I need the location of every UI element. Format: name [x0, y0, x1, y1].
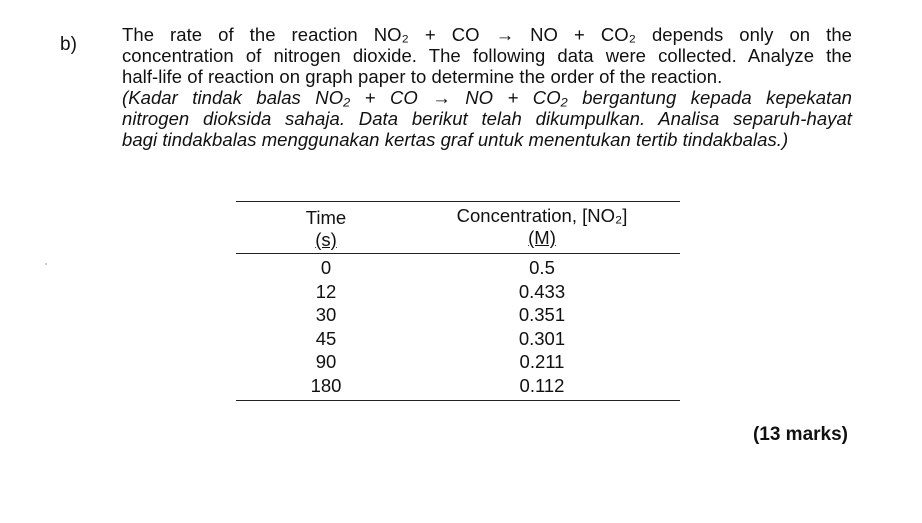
time-cell: 45	[315, 327, 337, 349]
table-row	[236, 303, 680, 327]
table-row	[236, 256, 680, 280]
concentration-cell: 0.351	[518, 304, 566, 325]
table-row	[236, 350, 680, 374]
time-column-header	[278, 207, 374, 251]
concentration-cell: 0.211	[519, 351, 565, 372]
english-line-2: concentration of nitrogen dioxide. The following data were collected. Analyze the	[122, 45, 852, 66]
malay-line-1: (Kadar tindak balas NO₂ + CO → NO + CO₂ bergantung kepada kepekatan	[122, 87, 852, 108]
concentration-cell: 0.112	[519, 374, 565, 396]
table-row	[236, 327, 680, 351]
scan-speck	[45, 263, 47, 265]
question-text	[122, 24, 852, 150]
concentration-cell: 0.433	[518, 280, 566, 302]
malay-line-2: nitrogen dioksida sahaja. Data berikut telah dikumpulkan. Analisa separuh-hayat	[122, 108, 852, 129]
concentration-header-label: Concentration, [NO₂]	[456, 205, 628, 226]
concentration-column-header	[432, 205, 652, 249]
concentration-cell: 0.301	[518, 327, 566, 349]
marks-label: (13 marks)	[752, 424, 848, 445]
time-cell: 30	[315, 304, 337, 325]
data-table	[236, 201, 680, 401]
time-cell: 90	[315, 351, 337, 372]
concentration-cell: 0.5	[529, 257, 555, 278]
table-row	[236, 280, 680, 304]
table-body	[236, 254, 680, 400]
english-line-1: The rate of the reaction NO₂ + CO → NO + CO₂ depends only on the	[122, 24, 852, 45]
english-line-3: half-life of reaction on graph paper to determine the order of the reaction.	[122, 66, 723, 87]
time-cell: 0	[320, 257, 332, 278]
question-label: b)	[60, 34, 77, 55]
time-cell: 180	[310, 374, 342, 396]
time-header-unit: (s)	[315, 229, 337, 250]
table-header	[236, 202, 680, 254]
concentration-header-unit: (M)	[528, 227, 556, 248]
time-cell: 12	[315, 280, 337, 302]
table-row	[236, 374, 680, 398]
time-header-label: Time	[305, 207, 347, 228]
malay-line-3: bagi tindakbalas menggunakan kertas graf untuk menentukan tertib tindakbalas.)	[122, 129, 789, 150]
